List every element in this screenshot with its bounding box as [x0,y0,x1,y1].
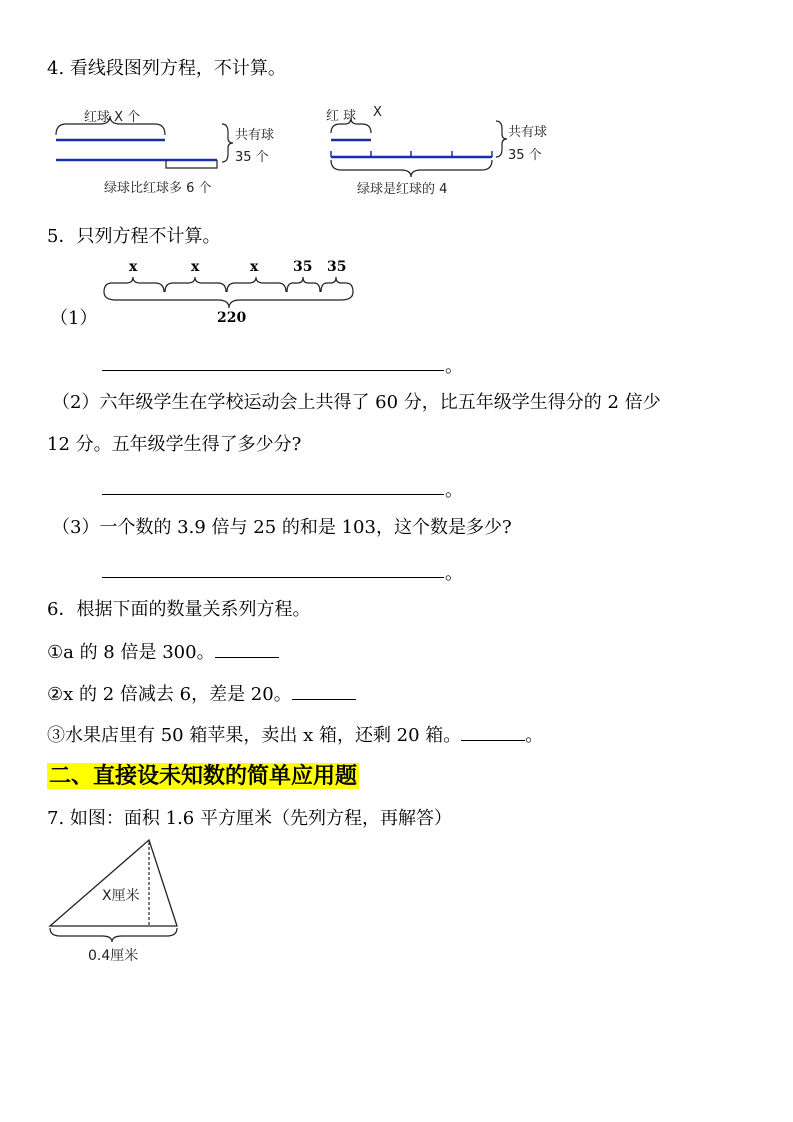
q7-triangle [50,840,177,926]
q6-item3-period: 。 [525,725,544,746]
q6-item2-text: ②x 的 2 倍减去 6，差是 20。 [47,684,292,705]
q5-part1-period: 。 [445,356,463,377]
q5-part2-line1: （2）六年级学生在学校运动会上共得了 60 分，比五年级学生得分的 2 倍少 [52,392,661,413]
q5-part3-text: （3）一个数的 3.9 倍与 25 的和是 103，这个数是多少? [52,517,512,538]
d2-right-label-2: 35 个 [508,148,542,163]
seg-label-2: x [250,259,259,275]
q6-title: 6．根据下面的数量关系列方程。 [47,599,311,620]
q5-part2-line2: 12 分。五年级学生得了多少分? [47,434,302,455]
q6-item3-text: ③水果店里有 50 箱苹果，卖出 x 箱，还剩 20 箱。 [47,725,462,746]
d1-top-label: 红球 X 个 [84,110,141,125]
d1-bottom-label: 绿球比红球多 6 个 [104,181,212,196]
seg-label-0: x [129,259,138,275]
seg-label-3: 35 [293,259,313,275]
q5-title: 5．只列方程不计算。 [47,226,221,247]
q4-title: 4. 看线段图列方程，不计算。 [47,58,286,79]
q5-part2-period: 。 [445,480,463,501]
seg-label-1: x [191,259,200,275]
d1-right-label-1: 共有球 [235,128,275,143]
d2-top-label-1: 红 球 [326,109,357,124]
q7-base-label: 0.4厘米 [88,948,139,964]
q6-item1-text: ①a 的 8 倍是 300。 [47,642,215,663]
d2-right-label-1: 共有球 [508,125,548,140]
seg-label-4: 35 [327,259,347,275]
d2-bottom-label: 绿球是红球的 4 [357,182,448,197]
d2-top-label-2: X [373,105,382,120]
q5-part1-label: （1） [50,308,98,329]
total-label: 220 [217,310,247,326]
section2-heading-text: 二、直接设未知数的简单应用题 [49,763,358,789]
q7-height-label: X厘米 [102,888,140,904]
q7-title: 7. 如图：面积 1.6 平方厘米（先列方程，再解答） [47,808,452,829]
d1-right-label-2: 35 个 [235,150,269,165]
q5-part3-period: 。 [445,563,463,584]
q7-base-brace [50,928,177,942]
